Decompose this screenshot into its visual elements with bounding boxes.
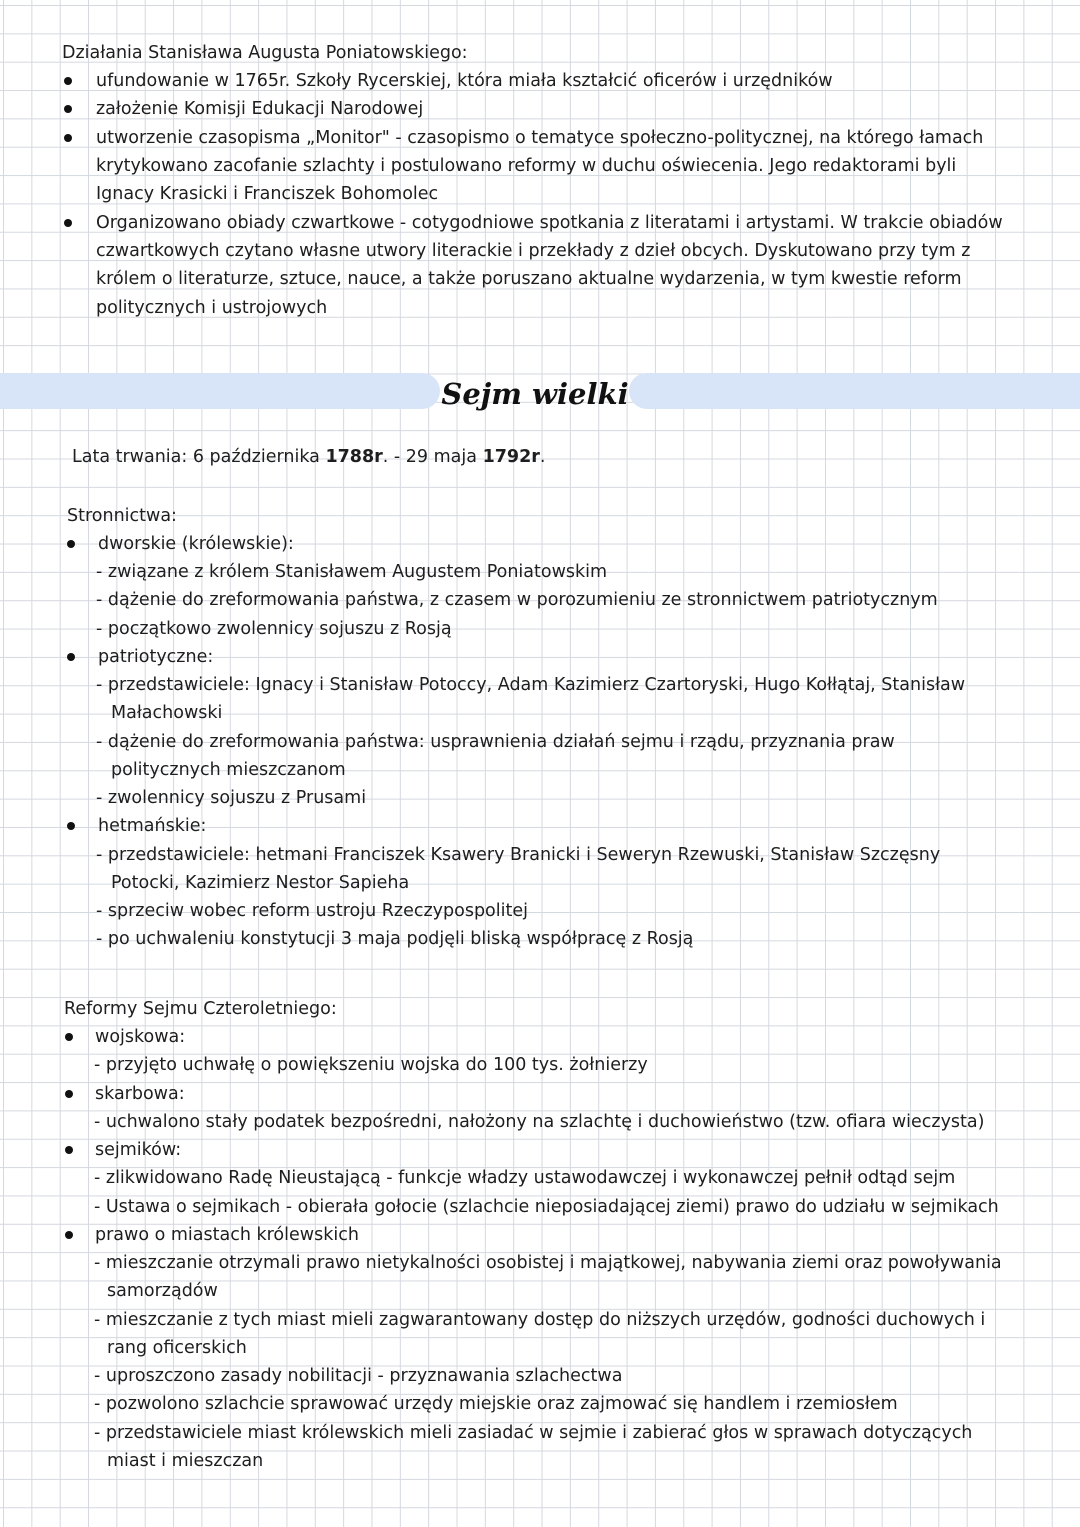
factions-heading: Stronnictwa: (67, 506, 177, 526)
bullet-icon (67, 822, 75, 830)
reform-point: - mieszczanie z tych miast mieli zagwarantowany dostęp do niższych urzędów, godności duchowych i (94, 1310, 986, 1330)
faction-point: - dążenie do zreformowania państwa, z czasem w porozumieniu ze stronnictwem patriotycznym (96, 590, 938, 610)
section-title: Sejm wielki (441, 377, 629, 411)
faction-name: hetmańskie: (98, 816, 207, 836)
bullet-icon (64, 219, 72, 227)
title-banner-right (629, 373, 1080, 409)
intro-item-4-cont: królem o literaturze, sztuce, nauce, a także poruszano aktualne wydarzenia, w tym kwestie reform (96, 269, 962, 289)
intro-item-4-cont: czwartkowych czytano własne utwory literackie i przekłady z dzieł obcych. Dyskutowano przy tym z (96, 241, 971, 261)
bullet-icon (65, 1033, 73, 1041)
duration-end: . (539, 447, 546, 467)
intro-item-1: ufundowanie w 1765r. Szkoły Rycerskiej, która miała kształcić oficerów i urzędników (96, 71, 833, 91)
duration-label: Lata trwania: 6 października (72, 447, 326, 467)
bullet-icon (65, 1146, 73, 1154)
bullet-icon (64, 105, 72, 113)
reform-name: sejmików: (95, 1140, 182, 1160)
intro-item-3-cont: Ignacy Krasicki i Franciszek Bohomolec (96, 184, 439, 204)
reform-name: wojskowa: (95, 1027, 186, 1047)
reforms-heading: Reformy Sejmu Czteroletniego: (64, 999, 337, 1019)
bullet-icon (67, 653, 75, 661)
reform-point: - przyjęto uchwałę o powiększeniu wojska do 100 tys. żołnierzy (94, 1055, 648, 1075)
faction-point-cont: politycznych mieszczanom (111, 760, 346, 780)
reform-point: - przedstawiciele miast królewskich mieli zasiadać w sejmie i zabierać głos w sprawach dotyczących (94, 1423, 973, 1443)
duration-end-year: 1792r (482, 447, 540, 467)
bullet-icon (67, 540, 75, 548)
bullet-icon (65, 1231, 73, 1239)
reform-name: prawo o miastach królewskich (95, 1225, 359, 1245)
reform-point: - zlikwidowano Radę Nieustającą - funkcje władzy ustawodawczej i wykonawczej pełnił odtąd sejm (94, 1168, 956, 1188)
faction-point: - związane z królem Stanisławem Augustem Poniatowskim (96, 562, 608, 582)
reform-point-cont: miast i mieszczan (107, 1451, 264, 1471)
bullet-icon (64, 134, 72, 142)
reform-point: - pozwolono szlachcie sprawować urzędy miejskie oraz zajmować się handlem i rzemiosłem (94, 1394, 898, 1414)
reform-point-cont: samorządów (107, 1281, 218, 1301)
faction-point: - dążenie do zreformowania państwa: usprawnienia działań sejmu i rządu, przyznania praw (96, 732, 895, 752)
intro-item-4: Organizowano obiady czwartkowe - cotygodniowe spotkania z literatami i artystami. W trakcie obiadów (96, 213, 1003, 233)
reform-point: - Ustawa o sejmikach - obierała gołocie (szlachcie nieposiadającej ziemi) prawo do udziału w sejmikach (94, 1197, 999, 1217)
faction-point: - po uchwaleniu konstytucji 3 maja podjęli bliską współpracę z Rosją (96, 929, 694, 949)
intro-heading: Działania Stanisława Augusta Poniatowskiego: (62, 43, 468, 63)
bullet-icon (64, 77, 72, 85)
reform-point: - uproszczono zasady nobilitacji - przyznawania szlachectwa (94, 1366, 623, 1386)
intro-item-3: utworzenie czasopisma „Monitor" - czasopismo o tematyce społeczno-politycznej, na którego łamach (96, 128, 984, 148)
reform-point-cont: rang oficerskich (107, 1338, 247, 1358)
reform-name: skarbowa: (95, 1084, 185, 1104)
faction-name: dworskie (królewskie): (98, 534, 294, 554)
duration-line (72, 446, 545, 468)
faction-point-cont: Małachowski (111, 703, 223, 723)
faction-point: - przedstawiciele: Ignacy i Stanisław Potoccy, Adam Kazimierz Czartoryski, Hugo Kołłątaj, Stanisław (96, 675, 966, 695)
duration-middle: . - 29 maja (382, 447, 483, 467)
intro-item-3-cont: krytykowano zacofanie szlachty i postulowano reformy w duchu oświecenia. Jego redaktorami byli (96, 156, 957, 176)
faction-point: - początkowo zwolennicy sojuszu z Rosją (96, 619, 452, 639)
faction-point: - sprzeciw wobec reform ustroju Rzeczypospolitej (96, 901, 528, 921)
duration-start-year: 1788r (325, 447, 383, 467)
faction-point-cont: Potocki, Kazimierz Nestor Sapieha (111, 873, 410, 893)
bullet-icon (65, 1090, 73, 1098)
faction-point: - zwolennicy sojuszu z Prusami (96, 788, 367, 808)
faction-name: patriotyczne: (98, 647, 214, 667)
faction-point: - przedstawiciele: hetmani Franciszek Ksawery Branicki i Seweryn Rzewuski, Stanisław Szczęsny (96, 845, 941, 865)
intro-item-2: założenie Komisji Edukacji Narodowej (96, 99, 424, 119)
reform-point: - uchwalono stały podatek bezpośredni, nałożony na szlachtę i duchowieństwo (tzw. ofiara wieczysta) (94, 1112, 985, 1132)
reform-point: - mieszczanie otrzymali prawo nietykalności osobistej i majątkowej, nabywania ziemi oraz powoływania (94, 1253, 1002, 1273)
intro-item-4-cont: politycznych i ustrojowych (96, 298, 328, 318)
title-banner-left (0, 373, 440, 409)
